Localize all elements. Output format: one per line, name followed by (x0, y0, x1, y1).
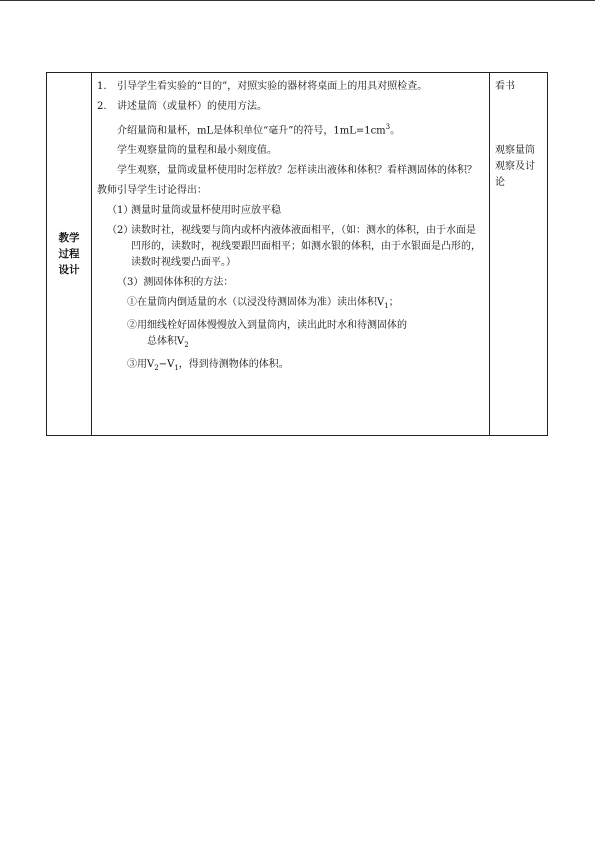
content-cell (92, 73, 490, 436)
item-2-text: 讲述量筒（或量杯）的使用方法。 (117, 101, 267, 112)
step-2-continued: 总体积$V_2$ (147, 336, 189, 350)
point-1-text: 测量时量筒或量杯使用时应放平稳 (131, 205, 281, 217)
table-row (47, 73, 548, 436)
activity-read-book: 看书 (495, 81, 515, 92)
observe-paragraph: 学生观察量筒的量程和最小刻度值。 (117, 145, 277, 157)
point-1 (97, 203, 483, 219)
question-paragraph: 学生观察，量筒或量杯使用时怎样放？怎样读出液体和体积？看样测固体的体积？ (117, 165, 477, 177)
step-1: ①在量筒内倒适量的水（以浸没待测固体为准）读出体积$V_1$； (127, 297, 399, 311)
step-2: ②用细线栓好固体慢慢放入到量筒内，读出此时水和待测固体的 (127, 320, 407, 332)
stage-cell (47, 73, 92, 436)
point-2 (97, 223, 483, 271)
point-2-text: 读数时社，视线要与筒内或杯内液体液面相平，（如：测水的体积，由于水面是凹形的，读数时，视线要跟凹面相平；如测水银的体积，由于水银面是凸形的，读数时视线要凸面平。） (131, 225, 481, 269)
stage-label-3: 设计 (58, 264, 80, 276)
item-1-text: 引导学生看实验的“目的”，对照实验的器材将桌面上的用具对照检查。 (117, 81, 428, 92)
point-2-number: （2） (107, 225, 134, 237)
item-2-number: 2. (97, 101, 107, 112)
stage-label-2: 过程 (58, 248, 80, 260)
page-top-rule (0, 0, 595, 1)
step-3: ③用$V_2-V_1$，得到待测物体的体积。 (127, 359, 289, 373)
activity-observe-discuss: 观察及讨论 (495, 161, 535, 188)
item-1 (97, 79, 483, 95)
item-1-number: 1. (97, 81, 107, 92)
lesson-plan-table (46, 72, 548, 436)
activity-observe-cylinder: 观察量筒 (495, 145, 535, 156)
stage-label-1: 教学 (58, 232, 80, 244)
item-2 (97, 99, 483, 115)
point-3: （3）测固体体积的方法： (117, 277, 234, 289)
intro-paragraph: 介绍量筒和量杯，mL是体积单位“毫升”的符号，$1mL=1cm^3$。 (117, 123, 401, 137)
activity-cell (490, 73, 548, 436)
point-1-number: （1） (107, 205, 134, 217)
teacher-paragraph: 教师引导学生讨论得出： (97, 185, 207, 197)
